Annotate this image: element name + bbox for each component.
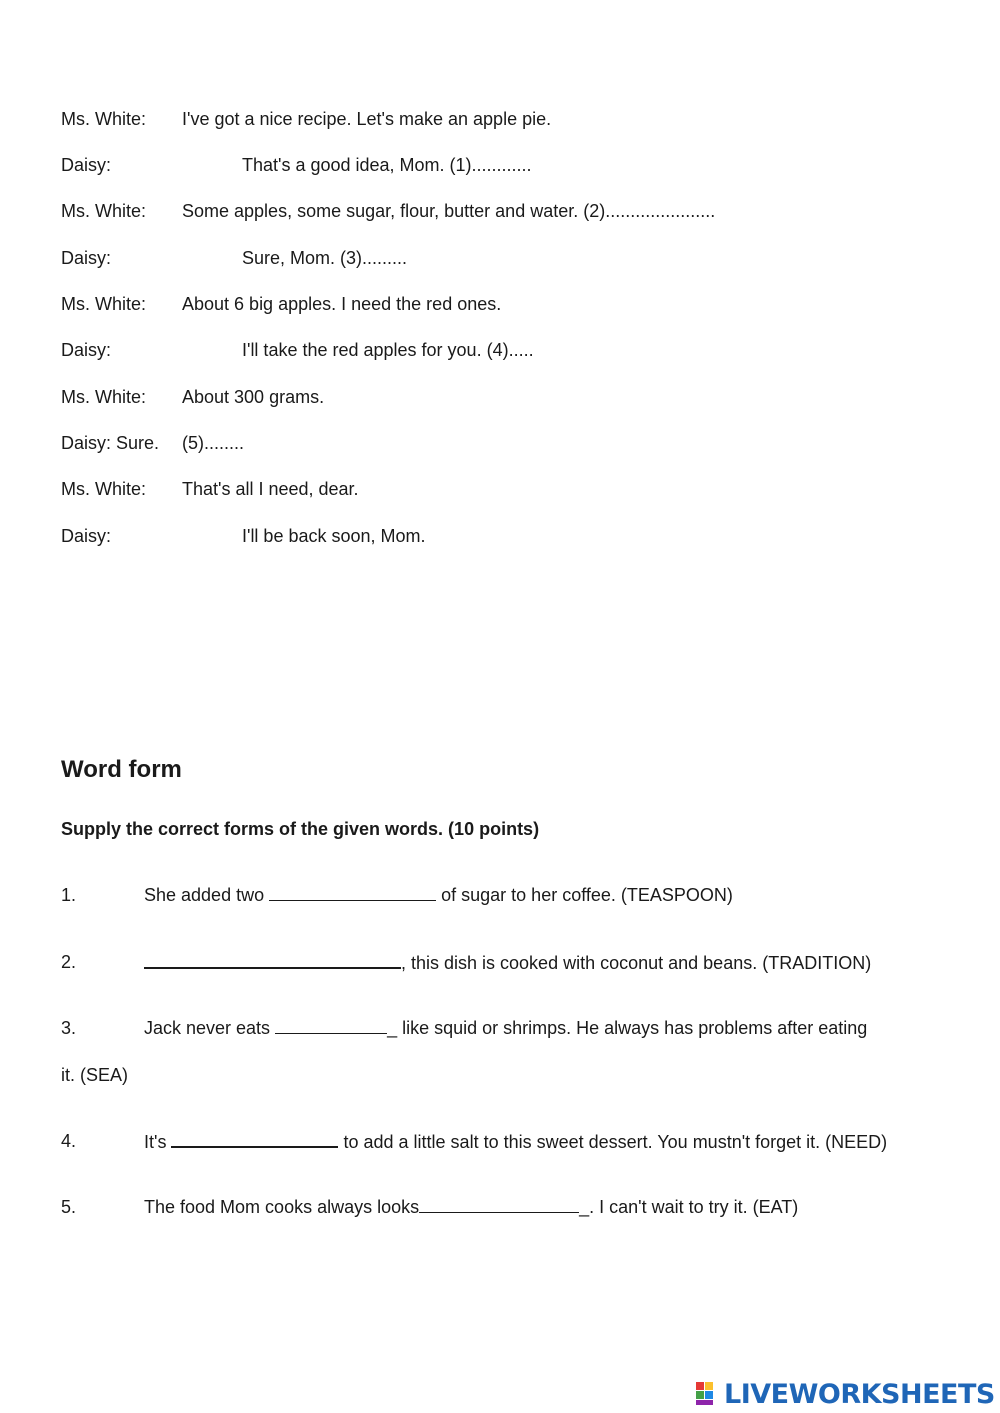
liveworksheets-logo — [696, 1378, 995, 1410]
speaker-label: Daisy: — [61, 340, 112, 360]
speaker-label: Ms. White: — [61, 201, 147, 221]
liveworksheets-logo-icon — [696, 1382, 722, 1406]
answer-blank-1[interactable] — [269, 884, 436, 901]
question-text-after: of sugar to her coffee. (TEASPOON) — [441, 885, 733, 905]
question-number: 5. — [61, 1197, 77, 1217]
speaker-label: Daisy: — [61, 248, 112, 268]
question-1 — [144, 884, 733, 906]
speaker-label: Ms. White: — [61, 294, 147, 314]
dialogue-line: About 6 big apples. I need the red ones. — [182, 294, 502, 314]
section-title: Word form — [61, 756, 182, 783]
dialogue-line: I'll be back soon, Mom. — [242, 526, 426, 546]
question-text-after: to add a little salt to this sweet dessert. You mustn't forget it. (NEED) — [343, 1132, 888, 1152]
question-text-after: , this dish is cooked with coconut and beans. (TRADITION) — [401, 953, 872, 973]
question-text-after: _. I can't wait to try it. (EAT) — [579, 1197, 799, 1217]
dialogue-line: That's all I need, dear. — [182, 479, 359, 499]
question-4 — [144, 1130, 887, 1153]
question-number: 1. — [61, 885, 77, 905]
question-number: 2. — [61, 952, 77, 972]
answer-blank-3[interactable] — [275, 1017, 387, 1034]
dialogue-line: I'll take the red apples for you. (4)..... — [242, 340, 534, 360]
question-text-before: She added two — [144, 885, 265, 905]
question-text-before: It's — [144, 1132, 167, 1152]
speaker-label: Daisy: — [61, 526, 112, 546]
question-text-before: Jack never eats — [144, 1018, 271, 1038]
dialogue-line: Some apples, some sugar, flour, butter and water. (2)...................... — [182, 201, 716, 221]
question-5 — [144, 1196, 798, 1218]
question-number: 3. — [61, 1018, 77, 1038]
speaker-label: Ms. White: — [61, 479, 147, 499]
dialogue-line: About 300 grams. — [182, 387, 325, 407]
question-2 — [144, 951, 871, 974]
question-text-after: _ like squid or shrimps. He always has problems after eating — [387, 1018, 868, 1038]
speaker-label: Ms. White: — [61, 387, 147, 407]
question-number: 4. — [61, 1131, 77, 1151]
speaker-label: Daisy: Sure. — [61, 433, 160, 453]
question-continuation: it. (SEA) — [61, 1065, 129, 1085]
speaker-label: Daisy: — [61, 155, 112, 175]
dialogue-line: That's a good idea, Mom. (1)............ — [242, 155, 532, 175]
section-instruction: Supply the correct forms of the given words. (10 points) — [61, 819, 540, 839]
question-3 — [144, 1017, 867, 1039]
answer-blank-5[interactable] — [419, 1196, 579, 1213]
question-text-before: The food Mom cooks always looks — [144, 1197, 420, 1217]
answer-blank-4[interactable] — [171, 1130, 338, 1148]
dialogue-line: Sure, Mom. (3)......... — [242, 248, 408, 268]
answer-blank-2[interactable] — [144, 951, 401, 969]
dialogue-line: (5)........ — [182, 433, 245, 453]
logo-text: LIVEWORKSHEETS — [724, 1378, 995, 1410]
speaker-label: Ms. White: — [61, 109, 147, 129]
dialogue-line: I've got a nice recipe. Let's make an apple pie. — [182, 109, 552, 129]
